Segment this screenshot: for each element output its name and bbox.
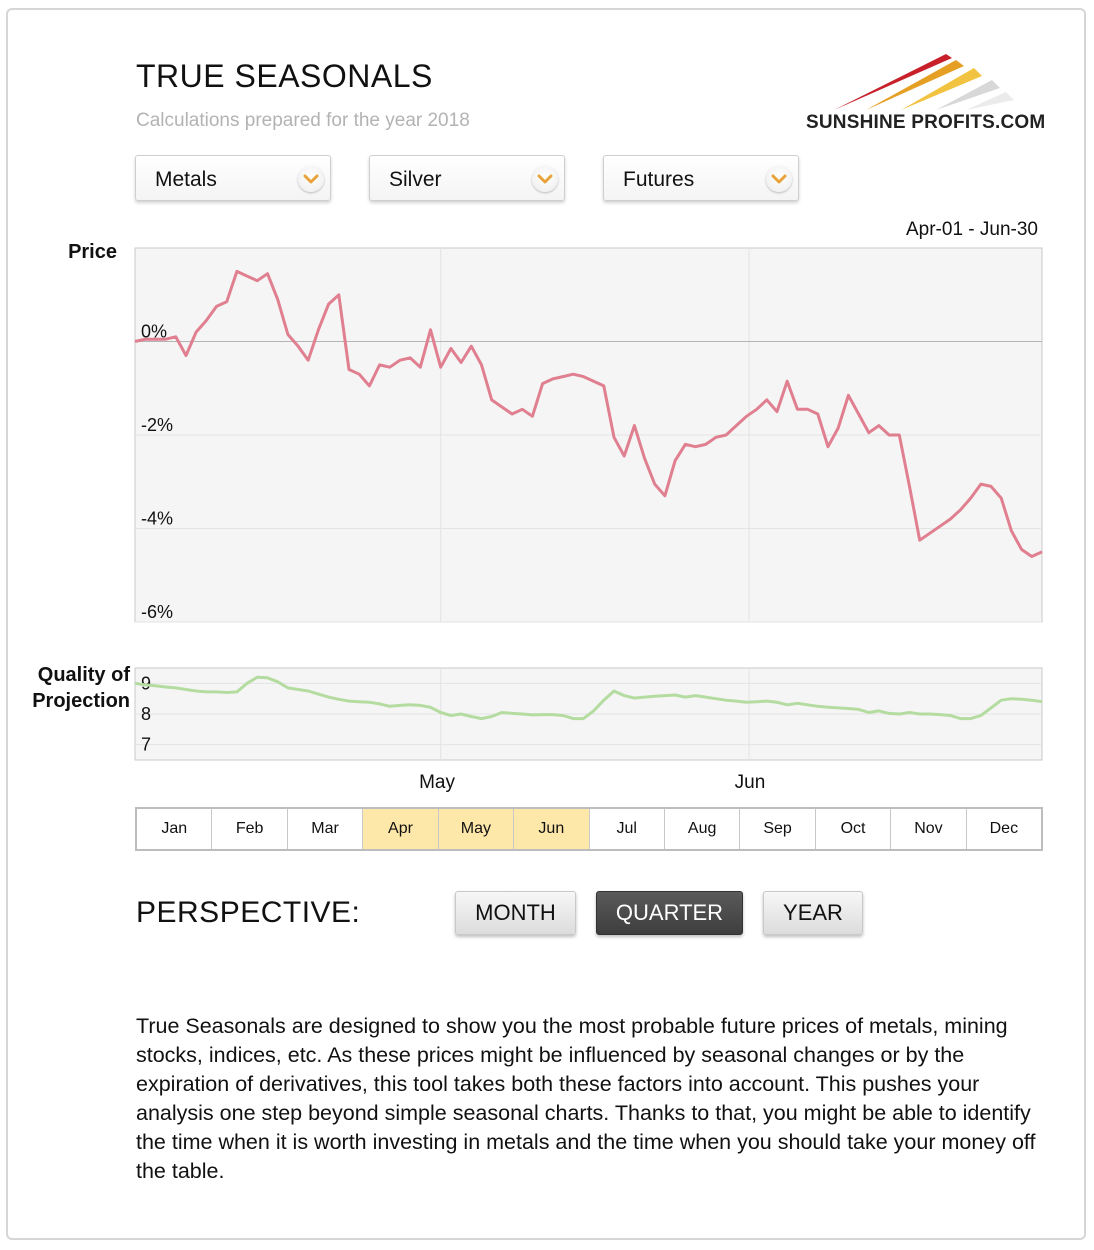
page-subtitle: Calculations prepared for the year 2018 (136, 110, 470, 131)
month-selector (135, 807, 1043, 851)
month-aug[interactable]: Aug (665, 809, 740, 849)
y-tick-label: 9 (141, 673, 152, 694)
instrument-select-value: Futures (623, 168, 695, 191)
month-may[interactable]: May (439, 809, 514, 849)
y-tick-label: -4% (141, 508, 174, 529)
quality-axis-title: Quality of Projection (32, 664, 130, 712)
month-apr[interactable]: Apr (363, 809, 438, 849)
x-tick-label: May (419, 772, 455, 793)
x-tick-label: Jun (734, 772, 766, 793)
y-tick-label: 8 (141, 704, 152, 724)
month-jul[interactable]: Jul (590, 809, 665, 849)
y-tick-label: -6% (141, 602, 174, 622)
month-mar[interactable]: Mar (288, 809, 363, 849)
asset-select-value: Silver (389, 168, 442, 191)
category-select-value: Metals (155, 168, 217, 191)
quarter-perspective-button[interactable]: QUARTER (596, 891, 743, 935)
y-tick-label: 0% (141, 321, 168, 342)
logo-text: SUNSHINE PROFITS.COM (806, 112, 1046, 133)
page-title: TRUE SEASONALS (136, 58, 433, 94)
y-tick-label: -2% (141, 415, 174, 435)
month-jan[interactable]: Jan (137, 809, 212, 849)
y-tick-label: 7 (141, 734, 152, 755)
perspective-label: PERSPECTIVE: (136, 896, 361, 929)
description-text: True Seasonals are designed to show you the most probable future prices of metals, mining stocks, indices, etc. As these prices might be influenced by seasonal changes or by the expiration of derivatives, this tool takes both these factors into account. This pushes your analysis one step beyond simple seasonal charts. Thanks to that, you might be able to identify the time when it is worth investing in metals and the time when you should take your money off the table. (136, 1014, 1036, 1183)
month-sep[interactable]: Sep (740, 809, 815, 849)
date-range-label: Apr-01 - Jun-30 (905, 219, 1038, 240)
year-perspective-button[interactable]: YEAR (763, 891, 863, 935)
month-nov[interactable]: Nov (891, 809, 966, 849)
month-feb[interactable]: Feb (212, 809, 287, 849)
month-oct[interactable]: Oct (816, 809, 891, 849)
month-perspective-button[interactable]: MONTH (455, 891, 576, 935)
price-axis-title: Price (68, 241, 117, 263)
month-dec[interactable]: Dec (967, 809, 1041, 849)
month-jun[interactable]: Jun (514, 809, 589, 849)
